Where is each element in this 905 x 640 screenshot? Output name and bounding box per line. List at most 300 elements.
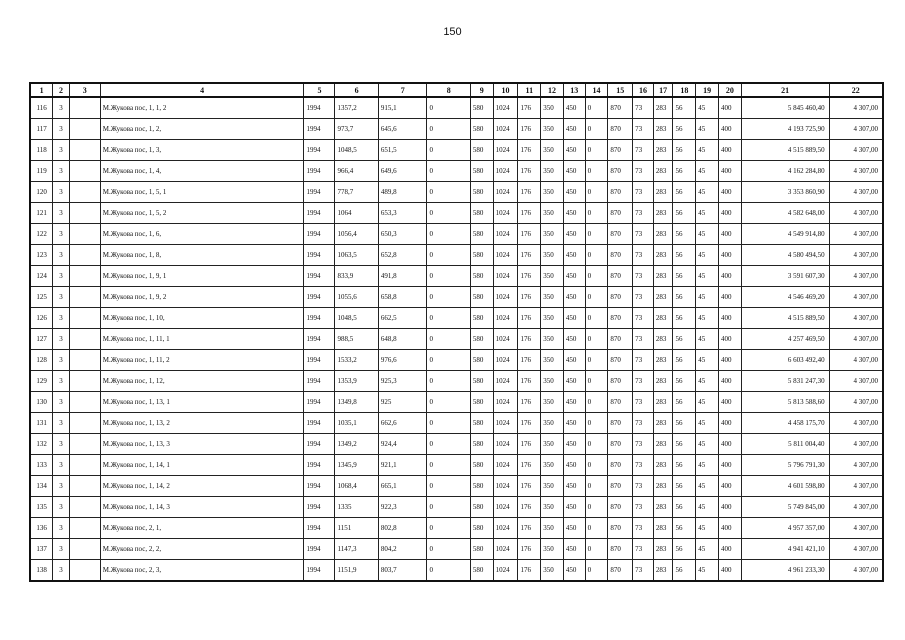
table-cell: 350	[541, 497, 564, 518]
table-cell: 283	[653, 266, 673, 287]
table-cell: 833,9	[335, 266, 378, 287]
table-cell: 3	[53, 287, 70, 308]
table-cell: 45	[696, 392, 719, 413]
table-cell: 56	[673, 539, 696, 560]
table-cell: 450	[563, 224, 585, 245]
table-cell: 400	[718, 455, 741, 476]
table-cell: 120	[30, 182, 53, 203]
table-cell: 580	[470, 497, 493, 518]
table-cell: 73	[633, 518, 654, 539]
table-cell: 56	[673, 182, 696, 203]
table-cell: 73	[633, 97, 654, 119]
table-cell	[69, 518, 100, 539]
table-cell: 176	[518, 266, 541, 287]
table-cell: 870	[608, 476, 633, 497]
table-row	[30, 245, 883, 266]
table-cell: 73	[633, 350, 654, 371]
table-cell: 4 307,00	[829, 203, 883, 224]
table-cell: 176	[518, 350, 541, 371]
table-cell: 56	[673, 434, 696, 455]
table-cell: 45	[696, 455, 719, 476]
table-cell: 283	[653, 371, 673, 392]
table-cell: 1055,6	[335, 287, 378, 308]
table-cell: 176	[518, 182, 541, 203]
table-cell: 1063,5	[335, 245, 378, 266]
table-cell: М.Жукова пос, 1, 12,	[100, 371, 304, 392]
table-cell: 966,4	[335, 161, 378, 182]
table-cell: 870	[608, 518, 633, 539]
table-cell: 73	[633, 497, 654, 518]
table-cell: 350	[541, 539, 564, 560]
table-cell: 4 307,00	[829, 245, 883, 266]
table-body	[30, 97, 883, 581]
table-cell: 0	[427, 182, 470, 203]
table-cell: 56	[673, 476, 696, 497]
table-cell: 3	[53, 518, 70, 539]
table-cell: 400	[718, 434, 741, 455]
table-cell: 1024	[493, 329, 518, 350]
table-row	[30, 560, 883, 582]
table-cell: 0	[427, 392, 470, 413]
table-cell: 870	[608, 203, 633, 224]
table-cell: 0	[585, 392, 608, 413]
table-cell: 870	[608, 329, 633, 350]
table-cell: 1994	[304, 476, 335, 497]
table-cell: 1533,2	[335, 350, 378, 371]
table-cell: 1024	[493, 245, 518, 266]
table-cell: 5 796 791,30	[741, 455, 829, 476]
table-cell: 45	[696, 97, 719, 119]
table-cell: 580	[470, 350, 493, 371]
table-cell: М.Жукова пос, 1, 3,	[100, 140, 304, 161]
table-cell: 3	[53, 392, 70, 413]
table-cell: 1024	[493, 161, 518, 182]
table-cell	[69, 455, 100, 476]
table-cell: 4 307,00	[829, 539, 883, 560]
table-cell: 118	[30, 140, 53, 161]
table-cell: 73	[633, 140, 654, 161]
table-cell: 350	[541, 560, 564, 582]
table-cell: 5 749 845,00	[741, 497, 829, 518]
table-cell: 0	[427, 434, 470, 455]
table-cell: 56	[673, 455, 696, 476]
table-cell: 870	[608, 245, 633, 266]
table-cell: 350	[541, 413, 564, 434]
table-cell: 73	[633, 119, 654, 140]
table-cell: 1024	[493, 224, 518, 245]
table-cell: 3	[53, 308, 70, 329]
table-cell: М.Жукова пос, 1, 6,	[100, 224, 304, 245]
register-table	[29, 82, 884, 582]
table-row	[30, 97, 883, 119]
table-cell: 350	[541, 455, 564, 476]
table-cell: 870	[608, 560, 633, 582]
table-cell: 580	[470, 182, 493, 203]
table-cell: 915,1	[378, 97, 427, 119]
table-cell: 450	[563, 287, 585, 308]
table-cell: 580	[470, 287, 493, 308]
table-cell: 1349,8	[335, 392, 378, 413]
table-cell: М.Жукова пос, 2, 2,	[100, 539, 304, 560]
table-cell: 45	[696, 140, 719, 161]
table-cell: 870	[608, 350, 633, 371]
table-row	[30, 455, 883, 476]
table-cell: 0	[427, 119, 470, 140]
table-cell: 176	[518, 371, 541, 392]
table-cell: 0	[427, 497, 470, 518]
table-cell: 1024	[493, 182, 518, 203]
table-cell: 4 307,00	[829, 413, 883, 434]
table-cell: 56	[673, 392, 696, 413]
table-cell: 1994	[304, 392, 335, 413]
table-cell: 4 193 725,90	[741, 119, 829, 140]
table-cell: 45	[696, 476, 719, 497]
table-cell: 350	[541, 224, 564, 245]
table-cell: 870	[608, 182, 633, 203]
table-cell: 0	[427, 140, 470, 161]
table-cell	[69, 97, 100, 119]
table-cell: 870	[608, 97, 633, 119]
table-cell: 56	[673, 371, 696, 392]
table-cell: 56	[673, 224, 696, 245]
column-header: 22	[829, 83, 883, 97]
table-cell: 176	[518, 497, 541, 518]
table-cell: 0	[585, 140, 608, 161]
table-cell: 870	[608, 140, 633, 161]
table-cell: 283	[653, 308, 673, 329]
table-cell: 400	[718, 119, 741, 140]
table-cell: 45	[696, 119, 719, 140]
table-cell: 73	[633, 266, 654, 287]
table-cell: 4 515 889,50	[741, 308, 829, 329]
table-cell: 73	[633, 161, 654, 182]
table-cell: 665,1	[378, 476, 427, 497]
table-cell: 73	[633, 224, 654, 245]
table-cell: 283	[653, 203, 673, 224]
table-cell: М.Жукова пос, 1, 1, 2	[100, 97, 304, 119]
table-cell: 1024	[493, 392, 518, 413]
table-cell: 1335	[335, 497, 378, 518]
table-cell: 45	[696, 266, 719, 287]
table-row	[30, 392, 883, 413]
table-cell: 4 257 469,50	[741, 329, 829, 350]
table-cell: 580	[470, 560, 493, 582]
table-cell: 283	[653, 455, 673, 476]
table-cell: 0	[427, 350, 470, 371]
table-cell: М.Жукова пос, 1, 14, 2	[100, 476, 304, 497]
table-cell: 1994	[304, 371, 335, 392]
table-cell: 450	[563, 497, 585, 518]
table-cell: М.Жукова пос, 2, 1,	[100, 518, 304, 539]
column-header: 6	[335, 83, 378, 97]
table-cell: 400	[718, 560, 741, 582]
table-cell: М.Жукова пос, 1, 9, 1	[100, 266, 304, 287]
table-cell: 580	[470, 224, 493, 245]
table-cell: 4 957 357,00	[741, 518, 829, 539]
table-cell	[69, 182, 100, 203]
table-cell: 1994	[304, 266, 335, 287]
column-header: 21	[741, 83, 829, 97]
table-cell: 0	[427, 413, 470, 434]
table-cell: 0	[585, 329, 608, 350]
table-cell: 3 353 860,90	[741, 182, 829, 203]
table-cell: 138	[30, 560, 53, 582]
table-cell: 45	[696, 224, 719, 245]
table-cell: 135	[30, 497, 53, 518]
table-cell: 925	[378, 392, 427, 413]
table-cell: 176	[518, 224, 541, 245]
table-cell: 176	[518, 413, 541, 434]
table-cell: 400	[718, 518, 741, 539]
table-cell: 802,8	[378, 518, 427, 539]
table-row	[30, 518, 883, 539]
table-cell: 133	[30, 455, 53, 476]
table-cell: 0	[585, 97, 608, 119]
table-cell: 1151	[335, 518, 378, 539]
column-header: 2	[53, 83, 70, 97]
table-cell: 1994	[304, 518, 335, 539]
table-cell: 3 591 607,30	[741, 266, 829, 287]
table-cell: 1994	[304, 182, 335, 203]
table-cell: 1024	[493, 350, 518, 371]
table-cell: 45	[696, 350, 719, 371]
table-cell: 350	[541, 434, 564, 455]
table-cell	[69, 413, 100, 434]
table-row	[30, 371, 883, 392]
table-cell: 73	[633, 539, 654, 560]
table-cell: 1994	[304, 119, 335, 140]
table-cell: 580	[470, 203, 493, 224]
table-cell: 4 307,00	[829, 371, 883, 392]
table-cell: 45	[696, 371, 719, 392]
column-header: 15	[608, 83, 633, 97]
table-header-row	[30, 83, 883, 97]
table-cell: 0	[427, 455, 470, 476]
table-cell: 283	[653, 329, 673, 350]
table-cell: 580	[470, 97, 493, 119]
table-cell: 1994	[304, 161, 335, 182]
table-cell: 1024	[493, 476, 518, 497]
table-cell: 580	[470, 434, 493, 455]
table-cell: 1147,3	[335, 539, 378, 560]
table-cell	[69, 497, 100, 518]
table-cell: 450	[563, 245, 585, 266]
table-cell: 1024	[493, 140, 518, 161]
table-cell: 921,1	[378, 455, 427, 476]
table-cell: 450	[563, 392, 585, 413]
table-cell: 870	[608, 308, 633, 329]
table-cell: 4 307,00	[829, 476, 883, 497]
table-cell: 0	[585, 371, 608, 392]
table-cell: 1024	[493, 497, 518, 518]
table-cell: 45	[696, 560, 719, 582]
column-header: 16	[633, 83, 654, 97]
table-cell: 0	[585, 245, 608, 266]
table-cell: 973,7	[335, 119, 378, 140]
table-cell: 450	[563, 329, 585, 350]
table-cell: 4 961 233,30	[741, 560, 829, 582]
table-cell: 400	[718, 308, 741, 329]
table-row	[30, 224, 883, 245]
table-cell: 0	[427, 476, 470, 497]
table-cell: 45	[696, 182, 719, 203]
table-cell: 0	[585, 203, 608, 224]
table-cell: 580	[470, 245, 493, 266]
table-cell: 870	[608, 434, 633, 455]
table-cell: 870	[608, 371, 633, 392]
table-cell: 580	[470, 266, 493, 287]
table-cell: 1994	[304, 350, 335, 371]
table-cell: 0	[427, 161, 470, 182]
table-cell: 56	[673, 245, 696, 266]
table-cell: 400	[718, 182, 741, 203]
table-cell: М.Жукова пос, 1, 2,	[100, 119, 304, 140]
table-cell: 0	[585, 455, 608, 476]
table-cell: 4 307,00	[829, 329, 883, 350]
table-row	[30, 539, 883, 560]
table-cell: 450	[563, 97, 585, 119]
table-cell: 283	[653, 287, 673, 308]
table-cell: 0	[427, 287, 470, 308]
table-cell: 0	[427, 539, 470, 560]
table-cell: 4 582 648,00	[741, 203, 829, 224]
table-row	[30, 413, 883, 434]
table-cell: 5 845 460,40	[741, 97, 829, 119]
table-cell: 1024	[493, 539, 518, 560]
table-cell: 176	[518, 203, 541, 224]
table-cell: 450	[563, 434, 585, 455]
table-cell: 976,6	[378, 350, 427, 371]
table-cell: 350	[541, 287, 564, 308]
table-cell: 117	[30, 119, 53, 140]
table-row	[30, 203, 883, 224]
table-cell: 56	[673, 140, 696, 161]
table-cell: 0	[427, 245, 470, 266]
table-cell: 0	[585, 182, 608, 203]
table-cell: 450	[563, 539, 585, 560]
table-cell: 350	[541, 518, 564, 539]
table-cell	[69, 119, 100, 140]
table-cell: 0	[585, 497, 608, 518]
table-cell: 137	[30, 539, 53, 560]
table-cell: 0	[585, 518, 608, 539]
table-cell: 400	[718, 266, 741, 287]
table-cell: 450	[563, 140, 585, 161]
table-cell	[69, 161, 100, 182]
table-cell: 870	[608, 539, 633, 560]
table-cell: 45	[696, 518, 719, 539]
table-cell: 0	[427, 266, 470, 287]
table-cell: 122	[30, 224, 53, 245]
table-cell: 400	[718, 140, 741, 161]
table-cell: 45	[696, 161, 719, 182]
column-header: 20	[718, 83, 741, 97]
table-cell: 400	[718, 539, 741, 560]
table-cell: 4 307,00	[829, 455, 883, 476]
table-cell: 4 307,00	[829, 182, 883, 203]
table-cell: 0	[427, 560, 470, 582]
table-cell	[69, 140, 100, 161]
column-header: 11	[518, 83, 541, 97]
column-header: 8	[427, 83, 470, 97]
table-cell: 0	[585, 224, 608, 245]
table-cell: М.Жукова пос, 1, 13, 2	[100, 413, 304, 434]
table-cell: 400	[718, 97, 741, 119]
table-cell: 4 580 494,50	[741, 245, 829, 266]
table-cell: 450	[563, 119, 585, 140]
table-cell: 924,4	[378, 434, 427, 455]
table-cell: 1994	[304, 329, 335, 350]
table-cell: 123	[30, 245, 53, 266]
table-cell: 580	[470, 455, 493, 476]
table-cell: 580	[470, 476, 493, 497]
table-cell: 580	[470, 539, 493, 560]
table-cell: 283	[653, 560, 673, 582]
table-cell: 283	[653, 161, 673, 182]
table-row	[30, 140, 883, 161]
table-cell: 4 162 284,80	[741, 161, 829, 182]
table-cell: 3	[53, 413, 70, 434]
table-cell: 350	[541, 119, 564, 140]
table-cell: 450	[563, 371, 585, 392]
table-cell: 1024	[493, 371, 518, 392]
table-cell	[69, 560, 100, 582]
table-cell: 283	[653, 476, 673, 497]
table-cell: 400	[718, 161, 741, 182]
table-cell: 3	[53, 455, 70, 476]
table-cell: 119	[30, 161, 53, 182]
table-cell: 0	[585, 119, 608, 140]
table-cell: 649,6	[378, 161, 427, 182]
table-cell: 283	[653, 350, 673, 371]
table-cell: 3	[53, 476, 70, 497]
table-cell: 925,3	[378, 371, 427, 392]
table-cell: 3	[53, 140, 70, 161]
table-row	[30, 266, 883, 287]
table-cell: 1353,9	[335, 371, 378, 392]
table-cell: 124	[30, 266, 53, 287]
table-row	[30, 350, 883, 371]
column-header: 3	[69, 83, 100, 97]
table-cell: 350	[541, 371, 564, 392]
table-cell: 176	[518, 308, 541, 329]
table-cell: 870	[608, 455, 633, 476]
table-cell: М.Жукова пос, 1, 11, 1	[100, 329, 304, 350]
table-row	[30, 287, 883, 308]
table-cell: 1994	[304, 308, 335, 329]
table-cell: 450	[563, 560, 585, 582]
table-cell: 651,5	[378, 140, 427, 161]
table-cell: 400	[718, 476, 741, 497]
table-cell: 73	[633, 245, 654, 266]
table-cell: 73	[633, 392, 654, 413]
table-cell: 580	[470, 308, 493, 329]
table-cell: 648,8	[378, 329, 427, 350]
table-cell: 73	[633, 182, 654, 203]
table-cell: 131	[30, 413, 53, 434]
table-cell: 350	[541, 266, 564, 287]
table-cell: 56	[673, 497, 696, 518]
table-cell: 4 307,00	[829, 497, 883, 518]
table-cell: 283	[653, 182, 673, 203]
table-cell: 45	[696, 203, 719, 224]
column-header: 19	[696, 83, 719, 97]
table-cell: 450	[563, 413, 585, 434]
table-cell: 56	[673, 97, 696, 119]
table-cell: 400	[718, 287, 741, 308]
table-cell: М.Жукова пос, 2, 3,	[100, 560, 304, 582]
table-cell: 1994	[304, 97, 335, 119]
